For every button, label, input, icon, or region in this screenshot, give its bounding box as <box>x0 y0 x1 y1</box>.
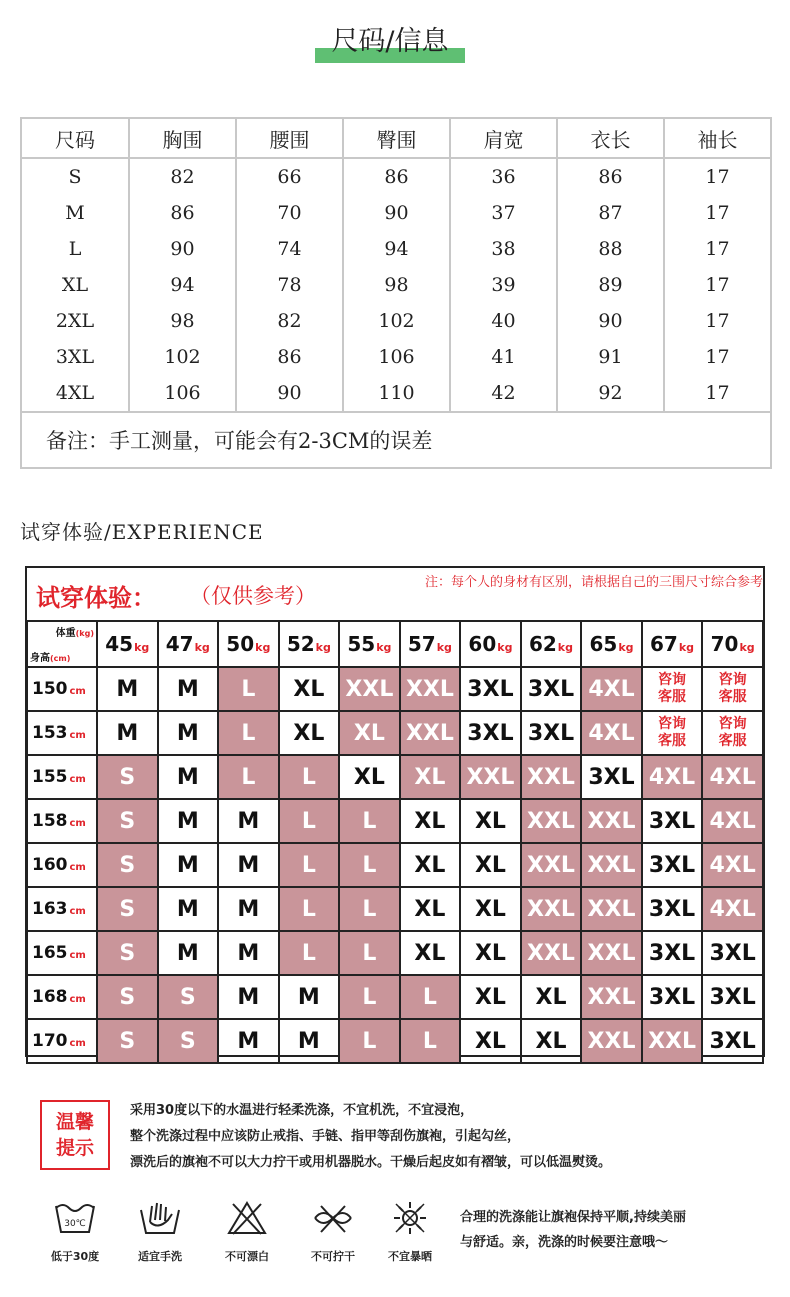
fit-chart-size-cell: S <box>97 1019 158 1063</box>
height-axis-label: 身高(cm) <box>30 653 71 664</box>
fit-chart-size-cell: L <box>218 755 279 799</box>
no-wring-icon <box>311 1200 355 1236</box>
fit-chart-corner-cell <box>27 621 97 667</box>
weight-header-cell: 55kg <box>339 621 400 667</box>
size-table-cell: S <box>21 158 129 195</box>
size-table-row <box>21 303 771 339</box>
fit-chart-row <box>27 667 763 711</box>
fit-chart-size-cell: L <box>279 799 340 843</box>
size-table-cell: 98 <box>343 267 450 303</box>
fit-chart-size-cell: M <box>218 887 279 931</box>
fit-chart-size-cell: S <box>97 799 158 843</box>
washing-instruction-line: 整个洗涤过程中应该防止戒指、手链、指甲等刮伤旗袍，引起勾丝， <box>130 1129 521 1144</box>
height-header-cell: 168 cm <box>27 975 97 1019</box>
fit-chart-row <box>27 887 763 931</box>
fit-chart-size-cell: L <box>218 711 279 755</box>
fit-chart-size-cell: M <box>97 711 158 755</box>
size-table-cell: 86 <box>236 339 343 375</box>
size-table-row <box>21 375 771 412</box>
fit-chart-row <box>27 711 763 755</box>
size-table <box>20 117 772 469</box>
size-table-row <box>21 339 771 375</box>
size-table-row <box>21 158 771 195</box>
fit-chart-size-cell: XL <box>521 1019 582 1063</box>
height-header-cell: 155 cm <box>27 755 97 799</box>
fit-chart-size-cell: XL <box>460 843 521 887</box>
size-table-cell: 37 <box>450 195 557 231</box>
size-table-cell: 89 <box>557 267 664 303</box>
size-table-cell: 4XL <box>21 375 129 412</box>
size-table-cell: 102 <box>343 303 450 339</box>
care-label: 适宜手洗 <box>138 1250 182 1263</box>
size-table-cell: 94 <box>343 231 450 267</box>
size-table-header-cell: 臀围 <box>343 118 450 158</box>
fit-chart-size-cell: XXL <box>339 667 400 711</box>
size-table-cell: M <box>21 195 129 231</box>
size-table-cell: 90 <box>129 231 236 267</box>
fit-chart-size-cell: XL <box>279 711 340 755</box>
no-bleach-icon <box>225 1200 269 1236</box>
fit-chart-size-cell: M <box>218 843 279 887</box>
wash-30-icon <box>53 1200 97 1236</box>
fit-chart-size-cell: XXL <box>581 887 642 931</box>
fit-chart-size-cell: L <box>339 1019 400 1063</box>
care-note-line: 与舒适。亲，洗涤的时候要注意哦～ <box>460 1235 669 1250</box>
fit-chart-size-cell: S <box>158 975 219 1019</box>
size-table-cell: 78 <box>236 267 343 303</box>
size-table-cell: 41 <box>450 339 557 375</box>
fit-chart-size-cell: L <box>339 931 400 975</box>
weight-header-cell: 67kg <box>642 621 703 667</box>
fit-chart-size-cell: XL <box>460 887 521 931</box>
fit-chart-size-cell: XL <box>400 887 461 931</box>
washing-instruction-line: 采用30度以下的水温进行轻柔洗涤，不宜机洗，不宜浸泡， <box>130 1103 474 1118</box>
fit-chart-size-cell: M <box>158 711 219 755</box>
fit-chart-size-cell: XXL <box>521 843 582 887</box>
size-table-cell: 90 <box>557 303 664 339</box>
warm-tip-badge-line1: 温馨 <box>55 1111 94 1133</box>
fit-chart-size-cell: L <box>339 799 400 843</box>
fit-chart-size-cell: 4XL <box>702 887 763 931</box>
height-header-cell: 150 cm <box>27 667 97 711</box>
care-item-wash-30 <box>40 1200 110 1264</box>
fit-chart-size-cell: XXL <box>400 711 461 755</box>
hand-wash-icon <box>138 1200 182 1236</box>
weight-header-cell: 45kg <box>97 621 158 667</box>
size-table-cell: 91 <box>557 339 664 375</box>
size-table-cell: 88 <box>557 231 664 267</box>
fit-chart-consult-cell: 咨询 客服 <box>642 667 703 711</box>
height-header-cell: 153 cm <box>27 711 97 755</box>
fit-chart-size-cell: 3XL <box>702 975 763 1019</box>
fit-chart-size-cell: XXL <box>642 1019 703 1063</box>
svg-text:30℃: 30℃ <box>64 1219 86 1229</box>
fit-chart-size-cell: M <box>279 975 340 1019</box>
fit-chart-row <box>27 843 763 887</box>
fit-chart-size-cell: M <box>218 975 279 1019</box>
weight-header-cell: 70kg <box>702 621 763 667</box>
size-table-cell: 17 <box>664 231 771 267</box>
fit-chart-row <box>27 931 763 975</box>
fit-chart-size-cell: XXL <box>581 799 642 843</box>
size-table-header-cell: 胸围 <box>129 118 236 158</box>
fit-chart-heading: 试穿体验： <box>36 584 156 612</box>
size-table-cell: XL <box>21 267 129 303</box>
weight-header-cell: 52kg <box>279 621 340 667</box>
weight-header-cell: 57kg <box>400 621 461 667</box>
fit-chart-size-cell: XXL <box>521 799 582 843</box>
care-item-hand-wash <box>125 1200 195 1264</box>
fit-chart-size-cell: 3XL <box>460 667 521 711</box>
fit-chart-size-cell: 3XL <box>702 1019 763 1063</box>
size-table-cell: 94 <box>129 267 236 303</box>
fit-chart-row <box>27 755 763 799</box>
size-table-cell: 17 <box>664 303 771 339</box>
fit-chart-row <box>27 975 763 1019</box>
care-item-no-wring <box>298 1200 368 1264</box>
size-table-cell: 3XL <box>21 339 129 375</box>
experience-section-title: 试穿体验/EXPERIENCE <box>20 520 264 544</box>
fit-chart-size-cell: L <box>218 667 279 711</box>
size-table-cell: L <box>21 231 129 267</box>
size-table-header-cell: 肩宽 <box>450 118 557 158</box>
fit-chart-size-cell: 3XL <box>642 975 703 1019</box>
washing-instruction-line: 漂洗后的旗袍不可以大力拧干或用机器脱水。干燥后起皮如有褶皱，可以低温熨烫。 <box>130 1155 612 1170</box>
weight-header-cell: 60kg <box>460 621 521 667</box>
fit-chart-size-cell: XL <box>339 711 400 755</box>
fit-chart-size-cell: 3XL <box>642 799 703 843</box>
fit-chart-reference-note: （仅供参考） <box>190 584 316 608</box>
fit-chart-size-cell: 3XL <box>642 843 703 887</box>
size-table-cell: 92 <box>557 375 664 412</box>
weight-header-cell: 47kg <box>158 621 219 667</box>
warm-tip-badge <box>40 1100 110 1170</box>
height-header-cell: 160 cm <box>27 843 97 887</box>
fit-chart-size-cell: XXL <box>581 843 642 887</box>
fit-chart-size-cell: S <box>97 975 158 1019</box>
size-table-row <box>21 267 771 303</box>
fit-chart-size-cell: XXL <box>460 755 521 799</box>
care-note-line: 合理的洗涤能让旗袍保持平顺,持续美丽 <box>460 1210 686 1225</box>
fit-chart-size-cell: M <box>158 755 219 799</box>
fit-chart-row <box>27 1019 763 1063</box>
fit-chart-size-cell: M <box>158 887 219 931</box>
fit-chart-size-cell: 4XL <box>702 755 763 799</box>
weight-header-row <box>27 621 763 667</box>
care-label: 不宜暴晒 <box>388 1250 432 1263</box>
weight-header-cell: 65kg <box>581 621 642 667</box>
size-table-cell: 106 <box>129 375 236 412</box>
size-table-cell: 86 <box>129 195 236 231</box>
fit-chart-size-cell: S <box>97 843 158 887</box>
fit-chart-size-cell: S <box>97 755 158 799</box>
fit-chart-size-cell: XXL <box>581 975 642 1019</box>
size-table-cell: 86 <box>343 158 450 195</box>
care-item-no-bleach <box>212 1200 282 1264</box>
fit-chart-size-cell: XXL <box>400 667 461 711</box>
size-table-header-row <box>21 118 771 158</box>
fit-chart-size-cell: 4XL <box>702 843 763 887</box>
weight-axis-label: 体重(kg) <box>55 628 94 639</box>
size-table-cell: 82 <box>236 303 343 339</box>
weight-header-cell: 62kg <box>521 621 582 667</box>
weight-header-cell: 50kg <box>218 621 279 667</box>
height-header-cell: 170 cm <box>27 1019 97 1063</box>
fit-chart-size-cell: 3XL <box>521 711 582 755</box>
size-table-cell: 102 <box>129 339 236 375</box>
fit-chart-size-cell: M <box>158 799 219 843</box>
fit-chart-size-cell: L <box>339 887 400 931</box>
size-table-cell: 39 <box>450 267 557 303</box>
fit-chart-size-cell: S <box>97 931 158 975</box>
care-label: 低于30度 <box>50 1250 100 1263</box>
fit-chart-size-cell: M <box>279 1019 340 1063</box>
size-table-row <box>21 231 771 267</box>
fit-chart-size-cell: XL <box>400 755 461 799</box>
care-label: 不可漂白 <box>225 1250 269 1263</box>
size-table-cell: 36 <box>450 158 557 195</box>
size-table-cell: 17 <box>664 195 771 231</box>
care-item-no-sun <box>375 1200 445 1264</box>
fit-chart-size-cell: L <box>279 887 340 931</box>
size-table-cell: 70 <box>236 195 343 231</box>
fit-chart-size-cell: 3XL <box>521 667 582 711</box>
size-table-cell: 106 <box>343 339 450 375</box>
fit-chart-size-cell: L <box>400 975 461 1019</box>
fit-chart-size-cell: 4XL <box>702 799 763 843</box>
warm-tip-badge-line2: 提示 <box>55 1137 94 1159</box>
size-table-cell: 98 <box>129 303 236 339</box>
fit-chart-size-cell: L <box>339 975 400 1019</box>
size-table-cell: 90 <box>343 195 450 231</box>
size-table-cell: 2XL <box>21 303 129 339</box>
size-table-cell: 86 <box>557 158 664 195</box>
size-table-header-cell: 尺码 <box>21 118 129 158</box>
fit-chart-size-cell: XL <box>460 1019 521 1063</box>
fit-chart-size-cell: M <box>218 799 279 843</box>
fit-chart-consult-cell: 咨询 客服 <box>702 711 763 755</box>
size-table-cell: 82 <box>129 158 236 195</box>
size-table-cell: 38 <box>450 231 557 267</box>
size-table-cell: 110 <box>343 375 450 412</box>
care-note <box>460 1205 780 1255</box>
size-table-cell: 74 <box>236 231 343 267</box>
fit-chart-size-cell: S <box>158 1019 219 1063</box>
fit-chart-size-cell: XXL <box>521 931 582 975</box>
size-table-row <box>21 195 771 231</box>
size-table-cell: 17 <box>664 375 771 412</box>
fit-chart-size-cell: XL <box>400 843 461 887</box>
fit-chart-size-cell: XL <box>400 931 461 975</box>
fit-chart-size-cell: L <box>279 755 340 799</box>
fit-chart-table <box>26 620 764 1064</box>
size-table-cell: 42 <box>450 375 557 412</box>
fit-chart-size-cell: M <box>218 1019 279 1063</box>
fit-chart-size-cell: M <box>158 931 219 975</box>
page-title-block <box>315 24 465 64</box>
fit-chart-size-cell: M <box>218 931 279 975</box>
fit-chart-size-cell: 3XL <box>460 711 521 755</box>
fit-chart-size-cell: M <box>97 667 158 711</box>
page-title: 尺码/信息 <box>331 26 449 57</box>
size-table-cell: 87 <box>557 195 664 231</box>
height-header-cell: 158 cm <box>27 799 97 843</box>
size-table-note: 备注：手工测量，可能会有2-3CM的误差 <box>21 412 771 468</box>
fit-chart-disclaimer: 注：每个人的身材有区别，请根据自己的三围尺寸综合参考 <box>425 575 764 590</box>
size-table-header-cell: 腰围 <box>236 118 343 158</box>
fit-chart-size-cell: XXL <box>581 1019 642 1063</box>
fit-chart-size-cell: M <box>158 667 219 711</box>
size-table-cell: 17 <box>664 267 771 303</box>
fit-chart-size-cell: 3XL <box>581 755 642 799</box>
fit-chart-size-cell: XL <box>460 975 521 1019</box>
fit-chart-consult-cell: 咨询 客服 <box>642 711 703 755</box>
size-table-cell: 90 <box>236 375 343 412</box>
fit-chart-size-cell: L <box>279 843 340 887</box>
fit-chart-size-cell: XL <box>400 799 461 843</box>
size-table-header-cell: 衣长 <box>557 118 664 158</box>
size-table-header-cell: 袖长 <box>664 118 771 158</box>
fit-chart-size-cell: 3XL <box>642 931 703 975</box>
fit-chart-size-cell: L <box>400 1019 461 1063</box>
size-table-cell: 66 <box>236 158 343 195</box>
care-label: 不可拧干 <box>311 1250 355 1263</box>
fit-chart-size-cell: 4XL <box>581 711 642 755</box>
washing-instructions <box>130 1098 611 1176</box>
size-table-cell: 17 <box>664 158 771 195</box>
fit-chart-size-cell: XXL <box>521 755 582 799</box>
size-table-cell: 17 <box>664 339 771 375</box>
fit-chart-size-cell: 4XL <box>581 667 642 711</box>
fit-chart-size-cell: XL <box>339 755 400 799</box>
fit-chart-consult-cell: 咨询 客服 <box>702 667 763 711</box>
fit-chart-size-cell: XL <box>460 799 521 843</box>
fit-chart-size-cell: 3XL <box>702 931 763 975</box>
fit-chart-size-cell: XL <box>521 975 582 1019</box>
fit-chart-size-cell: M <box>158 843 219 887</box>
fit-chart-size-cell: S <box>97 887 158 931</box>
height-header-cell: 163 cm <box>27 887 97 931</box>
fit-chart-size-cell: 4XL <box>642 755 703 799</box>
fit-chart-size-cell: 3XL <box>642 887 703 931</box>
fit-chart-size-cell: XL <box>460 931 521 975</box>
fit-chart-size-cell: XL <box>279 667 340 711</box>
fit-chart-size-cell: L <box>279 931 340 975</box>
fit-chart-row <box>27 799 763 843</box>
height-header-cell: 165 cm <box>27 931 97 975</box>
no-sun-icon <box>388 1200 432 1236</box>
fit-chart-size-cell: XXL <box>521 887 582 931</box>
size-table-cell: 40 <box>450 303 557 339</box>
fit-chart-size-cell: XXL <box>581 931 642 975</box>
fit-chart-size-cell: L <box>339 843 400 887</box>
